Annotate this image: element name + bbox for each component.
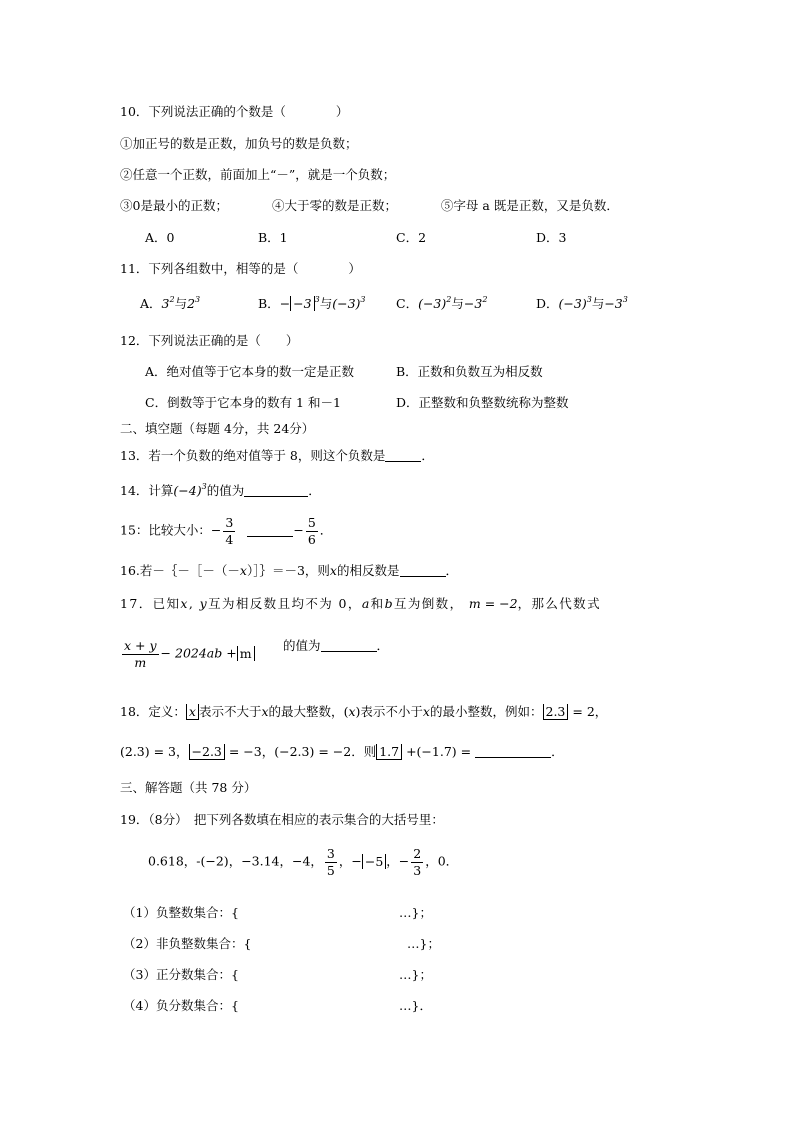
q19-stem: 19．（8分） 把下列各数填在相应的表示集合的大括号里： bbox=[120, 812, 444, 827]
q10-option-d: D．3 bbox=[536, 230, 567, 245]
q12-option-b: B．正数和负数互为相反数 bbox=[396, 364, 543, 379]
q19-set-4-label: （4）负分数集合：{ bbox=[123, 998, 239, 1013]
q15-answer-blank bbox=[247, 535, 293, 537]
q18-answer-blank bbox=[475, 756, 551, 758]
q15-fraction-2: $\frac{5}{6}$ bbox=[307, 515, 316, 547]
q11-option-c: C．$(-3)^2$与$-3^2$ bbox=[396, 295, 488, 311]
q16-answer-blank bbox=[400, 575, 446, 577]
q13-answer-blank bbox=[385, 460, 421, 462]
q14: 14．计算$(-4)^3$的值为 ． bbox=[120, 482, 321, 498]
q15: 15：比较大小：− $\frac{3}{4}$ − $\frac{5}{6}$ ． bbox=[120, 515, 333, 547]
q18-line-1: 18．定义： x 表示不大于x的最大整数，(x)表示不小于x的最小整数，例如： 2.3 = 2， bbox=[120, 704, 608, 719]
q10-statement-1: ①加正号的数是正数，加负号的数是负数； bbox=[120, 136, 358, 151]
q10-statement-3 bbox=[120, 200, 619, 213]
q17-value-text: 的值为 ． bbox=[283, 638, 390, 653]
q10-statement-2: ②任意一个正数，前面加上“－”，就是一个负数； bbox=[120, 167, 396, 182]
section-3-title: 三、解答题（共 78 分） bbox=[120, 780, 257, 795]
q19-set-2-end: …}； bbox=[407, 936, 440, 951]
q19-set-4-end: …}． bbox=[399, 998, 432, 1013]
q16: 16.若－｛－［－（－x）］｝＝－3，则x的相反数是 ． bbox=[120, 563, 459, 578]
q12-option-d: D．正整数和负整数统称为整数 bbox=[396, 395, 569, 410]
q17-line-1: 17．已知x, y互为相反数且均不为 0，a和b互为倒数， m = −2，那么代数式 bbox=[120, 596, 601, 611]
q10-option-b: B．1 bbox=[258, 230, 288, 245]
q10-statement-3b: ④大于零的数是正数； bbox=[271, 198, 397, 213]
q11-stem: 11．下列各组数中，相等的是（ ） bbox=[120, 261, 361, 276]
q19-set-3-end: …}； bbox=[399, 967, 432, 982]
q12-option-a: A．绝对值等于它本身的数一定是正数 bbox=[145, 364, 355, 379]
q19-set-1-label: （1）负整数集合：{ bbox=[123, 905, 239, 920]
q17-answer-blank bbox=[321, 650, 377, 652]
q19-set-2-label: （2）非负整数集合：{ bbox=[123, 936, 252, 951]
q10-option-a: A．0 bbox=[145, 230, 175, 245]
q18-line-2: (2.3) = 3， −2.3 = −3，(−2.3) = −2．则 1.7 +(−1.7) = ． bbox=[120, 744, 564, 759]
q11-option-d: D．$(-3)^3$与$-3^3$ bbox=[536, 295, 628, 311]
q12-stem: 12．下列说法正确的是（ ） bbox=[120, 333, 299, 348]
q19-set-3-label: （3）正分数集合：{ bbox=[123, 967, 239, 982]
section-2-title: 二、填空题（每题 4分，共 24分） bbox=[120, 421, 315, 436]
q10-statement-3a: ③0是最小的正数； bbox=[120, 198, 228, 213]
q12-option-c: C．倒数等于它本身的数有 1 和－1 bbox=[145, 395, 341, 410]
q13: 13．若一个负数的绝对值等于 8，则这个负数是 ． bbox=[120, 448, 434, 463]
q14-answer-blank bbox=[244, 495, 308, 497]
q10-stem: 10．下列说法正确的个数是（ ） bbox=[120, 104, 349, 119]
q10-statement-3c: ⑤字母 a 既是正数，又是负数． bbox=[440, 198, 619, 213]
q11-option-b: B．− −3 $^3$与$(-3)^3$ bbox=[258, 295, 366, 311]
q19-numbers: 0.618，-(−2)，−3.14，−4， $\frac{3}{5}$ ，− −5 ，− $\frac{2}{3}$ ，0． bbox=[148, 846, 459, 878]
q19-set-1-end: …}； bbox=[399, 905, 432, 920]
q10-option-c: C．2 bbox=[396, 230, 427, 245]
q11-option-a: A．$3^2$与$2^3$ bbox=[140, 295, 201, 311]
q15-fraction-1: $\frac{3}{4}$ bbox=[225, 515, 234, 547]
q17-expression: $\frac{x + y}{m}$ − 2024ab + m bbox=[120, 638, 255, 670]
